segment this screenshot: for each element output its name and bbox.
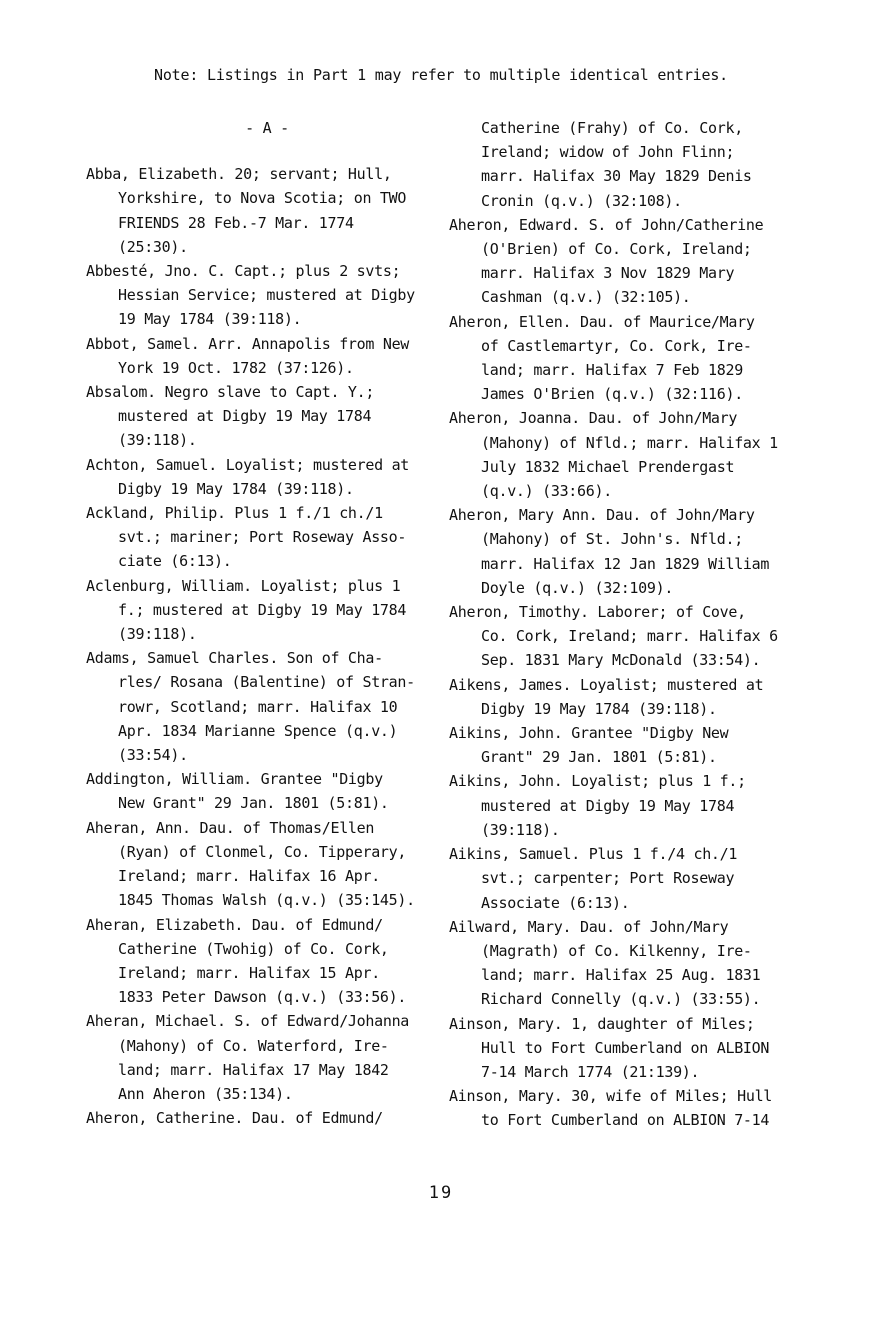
entry: Aheran, Ann. Dau. of Thomas/Ellen (Ryan) of Clonmel, Co. Tipperary, Ireland; marr. Halifax 16 Apr. 1845 Thomas Walsh (q.v.) (35:145). xyxy=(86,818,415,910)
section-letter: - A - xyxy=(245,119,289,137)
entry: Abbot, Samel. Arr. Annapolis from New York 19 Oct. 1782 (37:126). xyxy=(86,334,410,377)
entry: Aikins, John. Loyalist; plus 1 f.; mustered at Digby 19 May 1784 (39:118). xyxy=(449,772,746,839)
entry: Ainson, Mary. 30, wife of Miles; Hull to Fort Cumberland on ALBION 7-14 xyxy=(449,1087,773,1130)
entry: Ackland, Philip. Plus 1 f./1 ch./1 svt.; mariner; Port Roseway Asso- ciate (6:13). xyxy=(86,504,407,571)
entry: Abbesté, Jno. C. Capt.; plus 2 svts; Hessian Service; mustered at Digby 19 May 1784 (39:118). xyxy=(86,262,415,329)
entry: Aikins, Samuel. Plus 1 f./4 ch./1 svt.; carpenter; Port Roseway Associate (6:13). xyxy=(449,845,738,912)
entry: Aheron, Mary Ann. Dau. of John/Mary (Mahony) of St. John's. Nfld.; marr. Halifax 12 Jan 1829 William Doyle (q.v.) (32:109). xyxy=(449,506,770,597)
entry: Ainson, Mary. 1, daughter of Miles; Hull to Fort Cumberland on ALBION 7-14 March 1774 (21:139). xyxy=(449,1014,770,1081)
entry: Aikens, James. Loyalist; mustered at Digby 19 May 1784 (39:118). xyxy=(449,675,764,718)
page-number: 19 xyxy=(428,1183,454,1203)
entry: Aclenburg, William. Loyalist; plus 1 f.; mustered at Digby 19 May 1784 (39:118). xyxy=(86,576,407,644)
entry: Absalom. Negro slave to Capt. Y.; mustered at Digby 19 May 1784 (39:118). xyxy=(86,383,375,450)
entry: Adams, Samuel Charles. Son of Cha- rles/ Rosana (Balentine) of Stran- rowr, Scotland; marr. Halifax 10 Apr. 1834 Marianne Spence (q.v.) (33:54). xyxy=(86,649,415,765)
entry: Aheron, Joanna. Dau. of John/Mary (Mahony) of Nfld.; marr. Halifax 1 July 1832 Michael Prendergast (q.v.) (33:66). xyxy=(449,409,778,501)
entry: Aheron, Timothy. Laborer; of Cove, Co. Cork, Ireland; marr. Halifax 6 Sep. 1831 Mary McDonald (33:54). xyxy=(449,603,778,670)
entry: Achton, Samuel. Loyalist; mustered at Digby 19 May 1784 (39:118). xyxy=(86,455,410,498)
entry: Aikins, John. Grantee "Digby New Grant" 29 Jan. 1801 (5:81). xyxy=(449,724,729,767)
entry: Aheran, Michael. S. of Edward/Johanna (Mahony) of Co. Waterford, Ire- land; marr. Halifax 17 May 1842 Ann Aheron (35:134). xyxy=(86,1012,410,1103)
entry: Abba, Elizabeth. 20; servant; Hull, Yorkshire, to Nova Scotia; on TWO FRIENDS 28 Feb.-7 Mar. 1774 (25:30). xyxy=(86,165,407,256)
entry: Aheron, Edward. S. of John/Catherine (O'Brien) of Co. Cork, Ireland; marr. Halifax 3 Nov 1829 Mary Cashman (q.v.) (32:105). xyxy=(449,215,764,307)
right-column xyxy=(449,116,801,1133)
entry: Aheron, Ellen. Dau. of Maurice/Mary of Castlemartyr, Co. Cork, Ire- land; marr. Halifax 7 Feb 1829 James O'Brien (q.v.) (32:116). xyxy=(449,312,755,404)
left-column xyxy=(86,116,438,1130)
entry: Aheron, Catherine. Dau. of Edmund/ xyxy=(86,1109,383,1128)
entry-continuation: Catherine (Frahy) of Co. Cork, Ireland; widow of John Flinn; marr. Halifax 30 May 1829 Denis Cronin (q.v.) (32:108). xyxy=(481,119,752,210)
entry: Addington, William. Grantee "Digby New Grant" 29 Jan. 1801 (5:81). xyxy=(86,770,389,813)
entry: Ailward, Mary. Dau. of John/Mary (Magrath) of Co. Kilkenny, Ire- land; marr. Halifax 25 Aug. 1831 Richard Connelly (q.v.) (33:55). xyxy=(449,917,761,1009)
entry: Aheran, Elizabeth. Dau. of Edmund/ Catherine (Twohig) of Co. Cork, Ireland; marr. Halifax 15 Apr. 1833 Peter Dawson (q.v.) (33:56). xyxy=(86,915,407,1007)
page-note: Note: Listings in Part 1 may refer to multiple identical entries. xyxy=(154,66,728,84)
